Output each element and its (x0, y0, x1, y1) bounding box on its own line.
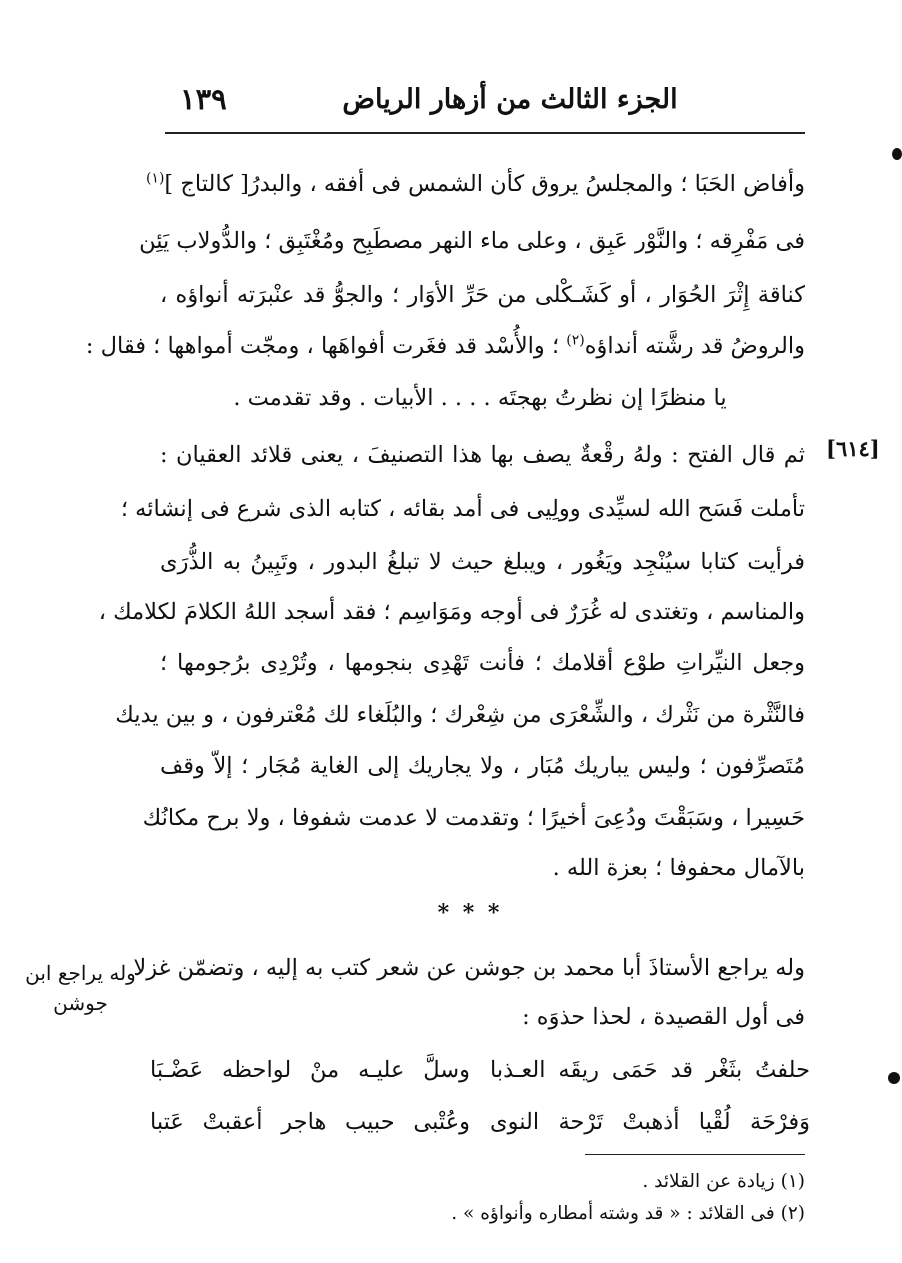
body-line: والمناسم ، وتغتدى له غُرَرٌ فى أوجه ومَوَاسِم ؛ فقد أسجد اللهُ الكلامَ لكلامك ، (98, 599, 805, 625)
body-line: مُتَصرِّفون ؛ وليس يباريك مُبَار ، ولا يجاريك إلى الغاية مُجَار ؛ إلاّ وقف (160, 753, 805, 779)
section-separator: * * * (437, 900, 503, 926)
verse-hemistich-first: وَفرْحَة لُقْيا أذهبتْ تَرْحة النوى (490, 1109, 810, 1135)
verse-reference-line: يا منظرًا إن نظرتُ بهجتَه . . . . الأبيات . وقد تقدمت . (233, 385, 727, 411)
footnote-marker: (١) (145, 170, 165, 187)
verse-hemistich-first: حلفتُ بثَغْر قد حَمَى ريقَه العـذبا (490, 1057, 810, 1083)
page-number: ١٣٩ (180, 82, 227, 116)
footnote: (٢) فى القلائد : « قد وشته أمطاره وأنواؤه » . (451, 1203, 805, 1224)
body-line: فرأيت كتابا سيُنْجِد ويَغُور ، ويبلغ حيث لا تبلغُ البدور ، وتَبِينُ به الذُّرَى (160, 549, 805, 575)
footnote-rule (585, 1154, 805, 1155)
header-rule (165, 132, 805, 134)
body-line: بالآمال محفوفا ؛ بعزة الله . (552, 855, 805, 881)
body-line-text: والروضُ قد رشَّته أنداؤه (584, 333, 805, 359)
footnote-marker: (٢) (566, 332, 585, 349)
body-line: ثم قال الفتح : ولهُ رقْعةٌ يصف بها هذا التصنيفَ ، يعنى قلائد العقيان : (160, 442, 805, 468)
body-line: وله يراجع الأستاذَ أبا محمد بن جوشن عن شعر كتب به إليه ، وتضمّن غزلا (133, 955, 805, 981)
running-header-title: الجزء الثالث من أزهار الرياض (342, 84, 678, 115)
body-line-text: ؛ والأُسْد قد فغَرت أفواهَها ، ومجّت أمواهها ؛ فقال : (85, 333, 560, 359)
margin-note: وله يراجع ابن جوشن (25, 961, 136, 1015)
scan-blot (892, 148, 902, 160)
verse-hemistich-second: وسلَّ عليـه منْ لواحظه عَضْـبَا (150, 1057, 470, 1083)
body-line: فى مَفْرِقه ؛ والنَّوْر عَبِق ، وعلى ماء النهر مصطَبِح ومُغْتَبِق ؛ والدُّولاب يَئِن (139, 228, 805, 254)
scan-blot (888, 1072, 900, 1084)
verse-hemistich-second: وعُتْبى حبيب هاجر أعقبتْ عَتبا (150, 1109, 470, 1135)
footnote: (١) زيادة عن القلائد . (642, 1171, 805, 1192)
body-line (145, 160, 805, 208)
body-line: فالنَّثْرة من نَثْرك ، والشِّعْرَى من شِعْرك ؛ والبُلَغاء لك مُعْترفون ، و بين يديك (115, 702, 805, 728)
body-line: وجعل النيِّراتِ طوْع أقلامك ؛ فأنت تَهْدِى بنجومها ، وتُرْدِى برُجومها ؛ (160, 650, 805, 676)
body-line-text: وأفاض الحَبَا ؛ والمجلسُ يروق كأن الشمس فى أفقه ، والبدرُ[ كالتاج ] (164, 171, 805, 197)
margin-reference: [٦١٤] (826, 436, 880, 461)
verse-line (150, 1098, 810, 1146)
body-line: كناقة إِثْرَ الحُوَار ، أو كَشَـكْلى من حَرِّ الأوَار ؛ والجوُّ قد عنْبرَته أنواؤه ، (160, 282, 805, 308)
body-line (85, 322, 805, 370)
body-line: تأملت فَسَح الله لسيِّدى وولِيى فى أمد بقائه ، كتابه الذى شرع فى إنشائه ؛ (120, 496, 805, 522)
body-line: فى أول القصيدة ، لحذا حذوَه : (522, 1004, 805, 1030)
body-line: حَسِيرا ، وسَبَقْتَ ودُعِىَ أخيرًا ؛ وتقدمت لا عدمت شفوفا ، ولا برح مكانُك (142, 805, 805, 831)
verse-line (150, 1046, 810, 1094)
